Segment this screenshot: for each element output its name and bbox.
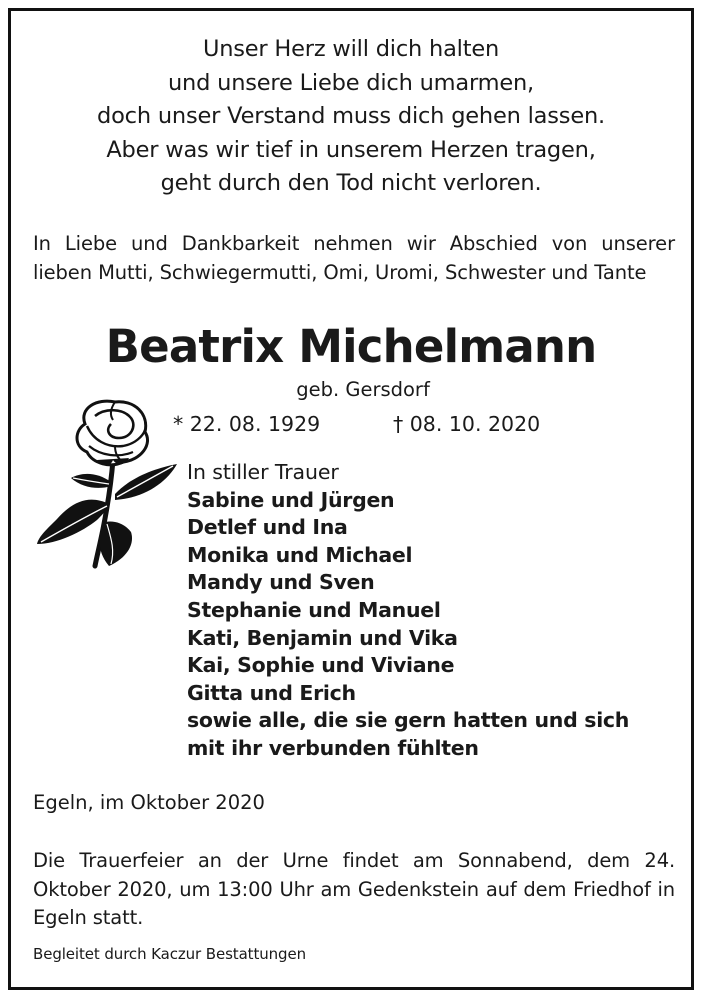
mourner-name: Gitta und Erich	[187, 680, 356, 705]
deceased-name: Beatrix Michelmann	[105, 320, 597, 373]
ceremony-notice: Die Trauerfeier an der Urne findet am Sonnabend, dem 24. Oktober 2020, um 13:00 Uhr am Gedenkstein auf dem Friedhof in Egeln statt.	[33, 849, 675, 929]
mourner-name: sowie alle, die sie gern hatten und sich	[187, 708, 630, 733]
poem-line: Aber was wir tief in unserem Herzen tragen,	[106, 136, 596, 163]
poem-line: geht durch den Tod nicht verloren.	[160, 170, 542, 196]
rose-icon	[27, 394, 187, 574]
poem	[11, 33, 691, 201]
undertaker-credit: Begleitet durch Kaczur Bestattungen	[33, 945, 307, 963]
mourner-name: Sabine und Jürgen	[187, 487, 395, 512]
obituary-frame	[8, 8, 694, 990]
birth-name: geb. Gersdorf	[296, 378, 430, 401]
birth-date: * 22. 08. 1929	[173, 412, 321, 436]
mourners-heading: In stiller Trauer	[187, 460, 339, 484]
death-date: † 08. 10. 2020	[393, 412, 541, 436]
poem-line: und unsere Liebe dich umarmen,	[167, 69, 534, 96]
mourner-name: Kai, Sophie und Viviane	[187, 653, 455, 678]
mourner-name: Detlef und Ina	[187, 515, 348, 540]
mourner-name: Monika und Michael	[187, 542, 413, 567]
mourner-name: mit ihr verbunden fühlten	[187, 735, 479, 760]
mourner-name: Mandy und Sven	[187, 570, 375, 595]
mourners-list	[187, 459, 629, 763]
poem-line: Unser Herz will dich halten	[202, 36, 500, 62]
poem-line: doch unser Verstand muss dich gehen lassen.	[97, 103, 605, 129]
mourner-name: Kati, Benjamin und Vika	[187, 625, 458, 650]
place-date: Egeln, im Oktober 2020	[33, 791, 265, 814]
intro-text: In Liebe und Dankbarkeit nehmen wir Abschied von unserer lieben Mutti, Schwiegermutti, Omi, Uromi, Schwester und Tante	[33, 232, 675, 284]
mourner-name: Stephanie und Manuel	[187, 597, 441, 622]
